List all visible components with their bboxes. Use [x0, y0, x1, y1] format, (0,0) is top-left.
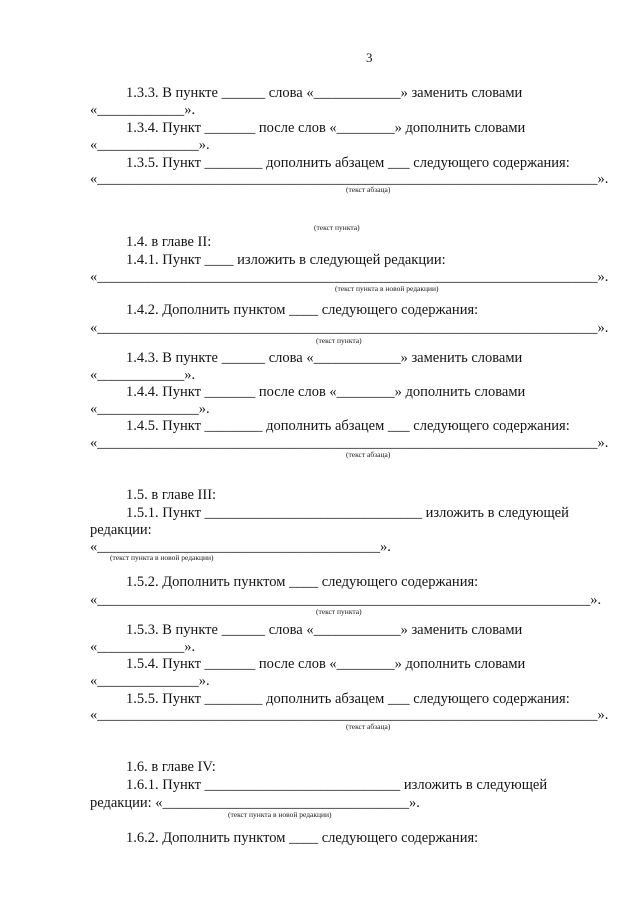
- item-1-5-1-line3: «_______________________________________».: [90, 539, 391, 555]
- item-1-4-5-line1: 1.4.5. Пункт ________ дополнить абзацем ___ следующего содержания:: [126, 418, 570, 434]
- caption-item-text: (текст пункта): [314, 223, 360, 232]
- caption-paragraph-text: (текст абзаца): [346, 450, 391, 459]
- item-1-6-1-line1: 1.6.1. Пункт ___________________________ изложить в следующей: [126, 777, 548, 793]
- caption-paragraph-text: (текст абзаца): [346, 185, 391, 194]
- item-1-5-1-line1: 1.5.1. Пункт ______________________________ изложить в следующей: [126, 505, 569, 521]
- caption-new-item-text: (текст пункта в новой редакции): [335, 284, 439, 293]
- caption-item-text: (текст пункта): [316, 607, 362, 616]
- item-1-4-1-line1: 1.4.1. Пункт ____ изложить в следующей редакции:: [126, 252, 446, 268]
- item-1-5-5-line2: «_____________________________________________________________________».: [90, 707, 609, 723]
- item-1-4-4-line1: 1.4.4. Пункт _______ после слов «________» дополнить словами: [126, 384, 526, 400]
- item-1-4-1-line2: «_____________________________________________________________________».: [90, 269, 609, 285]
- item-1-5-1-line2: редакции:: [90, 522, 152, 538]
- item-1-5-4-line2: «______________».: [90, 673, 210, 689]
- caption-new-item-text: (текст пункта в новой редакции): [228, 810, 332, 819]
- item-1-3-5-line2: «_____________________________________________________________________».: [90, 171, 609, 187]
- item-1-3-5-line1: 1.3.5. Пункт ________ дополнить абзацем ___ следующего содержания:: [126, 155, 570, 171]
- item-1-6-1-line2: редакции: «__________________________________».: [90, 795, 420, 811]
- item-1-5-4-line1: 1.5.4. Пункт _______ после слов «________» дополнить словами: [126, 656, 526, 672]
- item-1-4-5-line2: «_____________________________________________________________________».: [90, 435, 609, 451]
- page-number: 3: [366, 50, 373, 65]
- item-1-6-2-line1: 1.6.2. Дополнить пунктом ____ следующего содержания:: [126, 830, 479, 846]
- item-1-4-2-line1: 1.4.2. Дополнить пунктом ____ следующего содержания:: [126, 302, 479, 318]
- item-1-3-3-line2: «____________».: [90, 102, 196, 118]
- item-1-5-2-line2: «____________________________________________________________________».: [90, 592, 602, 608]
- item-1-5-2-line1: 1.5.2. Дополнить пунктом ____ следующего содержания:: [126, 574, 479, 590]
- item-1-3-4-line1: 1.3.4. Пункт _______ после слов «________» дополнить словами: [126, 120, 526, 136]
- section-1-6-heading: 1.6. в главе IV:: [126, 759, 216, 775]
- caption-item-text: (текст пункта): [316, 336, 362, 345]
- section-1-4-heading: 1.4. в главе II:: [126, 234, 212, 250]
- caption-paragraph-text: (текст абзаца): [346, 722, 391, 731]
- caption-new-item-text: (текст пункта в новой редакции): [110, 553, 214, 562]
- item-1-3-4-line2: «______________».: [90, 137, 210, 153]
- item-1-5-5-line1: 1.5.5. Пункт ________ дополнить абзацем ___ следующего содержания:: [126, 691, 570, 707]
- item-1-5-3-line2: «____________».: [90, 639, 196, 655]
- item-1-4-4-line2: «______________».: [90, 401, 210, 417]
- item-1-4-2-line2: «_____________________________________________________________________».: [90, 320, 609, 336]
- item-1-5-3-line1: 1.5.3. В пункте ______ слова «____________» заменить словами: [126, 622, 523, 638]
- section-1-5-heading: 1.5. в главе III:: [126, 487, 217, 503]
- item-1-3-3-line1: 1.3.3. В пункте ______ слова «____________» заменить словами: [126, 85, 523, 101]
- item-1-4-3-line2: «____________».: [90, 367, 196, 383]
- item-1-4-3-line1: 1.4.3. В пункте ______ слова «____________» заменить словами: [126, 350, 523, 366]
